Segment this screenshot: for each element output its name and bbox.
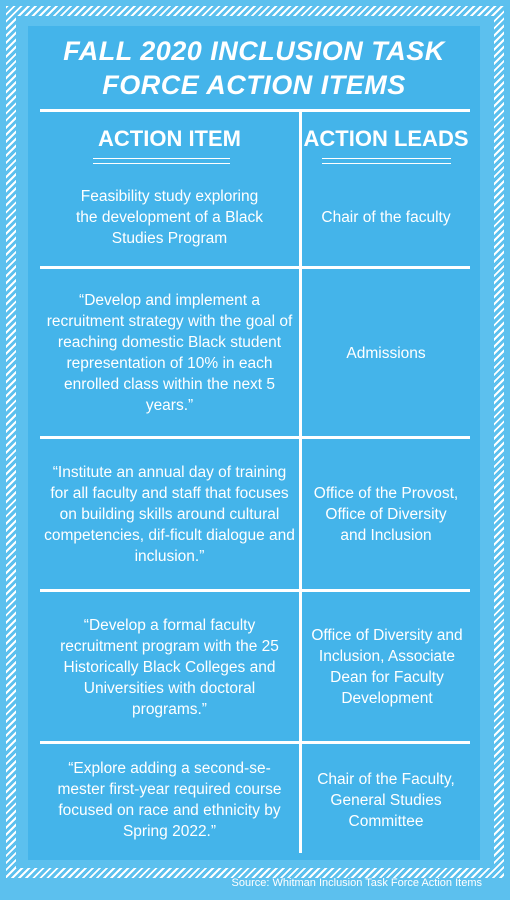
row-4-item-text: “Develop a formal faculty recruitment program with the 25 Historically Black Colleges and Universities with doctoral programs.” <box>60 616 279 718</box>
row-4-leads-text: Office of Diversity and Inclusion, Associate Dean for Faculty Development <box>311 627 463 707</box>
row-divider <box>40 266 470 269</box>
row-5-item-text: “Explore adding a second-se-mester first-year required course focused on race and ethnicity by Spring 2022.” <box>57 760 282 840</box>
page-title <box>28 34 480 102</box>
table-row-2-leads <box>312 272 460 434</box>
row-3-item-text: “Institute an annual day of training for all faculty and staff that focuses on building skills around cultural competencies, dif-ficult dialogue and inclusion.” <box>44 464 295 565</box>
table-row-5-leads <box>312 747 460 853</box>
table-row-5-item <box>56 747 283 853</box>
row-divider <box>40 741 470 744</box>
table-row-4-leads <box>308 595 466 739</box>
row-2-leads-text: Admissions <box>346 344 426 362</box>
source-credit: Source: Whitman Inclusion Task Force Action Items <box>231 877 482 889</box>
divider-top <box>40 109 470 112</box>
table-row-4-item <box>48 595 291 739</box>
row-divider <box>40 436 470 439</box>
row-3-leads-text: Office of the Provost, Office of Diversity and Inclusion <box>313 485 459 544</box>
title-line-2: FORCE ACTION ITEMS <box>102 70 406 100</box>
column-header-action-leads: ACTION LEADS <box>303 126 469 151</box>
column-header-action-item: ACTION ITEM <box>98 126 241 151</box>
column-header-underline <box>93 158 230 164</box>
table-row-3-leads <box>312 442 460 587</box>
column-header-underline <box>322 158 451 164</box>
table-row-2-item <box>44 272 295 434</box>
title-line-1: FALL 2020 INCLUSION TASK <box>63 36 445 66</box>
table-row-1-leads <box>312 170 460 264</box>
row-5-leads-text: Chair of the Faculty, General Studies Committee <box>317 770 455 830</box>
row-1-leads-text: Chair of the faculty <box>321 208 451 226</box>
row-divider <box>40 589 470 592</box>
row-1-item-text: Feasibility study exploring the development of a Black Studies Program <box>76 187 263 247</box>
table-row-3-item <box>44 442 295 587</box>
table-row-1-item <box>68 170 271 264</box>
row-2-item-text: “Develop and implement a recruitment strategy with the goal of reaching domestic Black student representation of 10% in each enrolled class within the next 5 years.” <box>46 292 293 414</box>
